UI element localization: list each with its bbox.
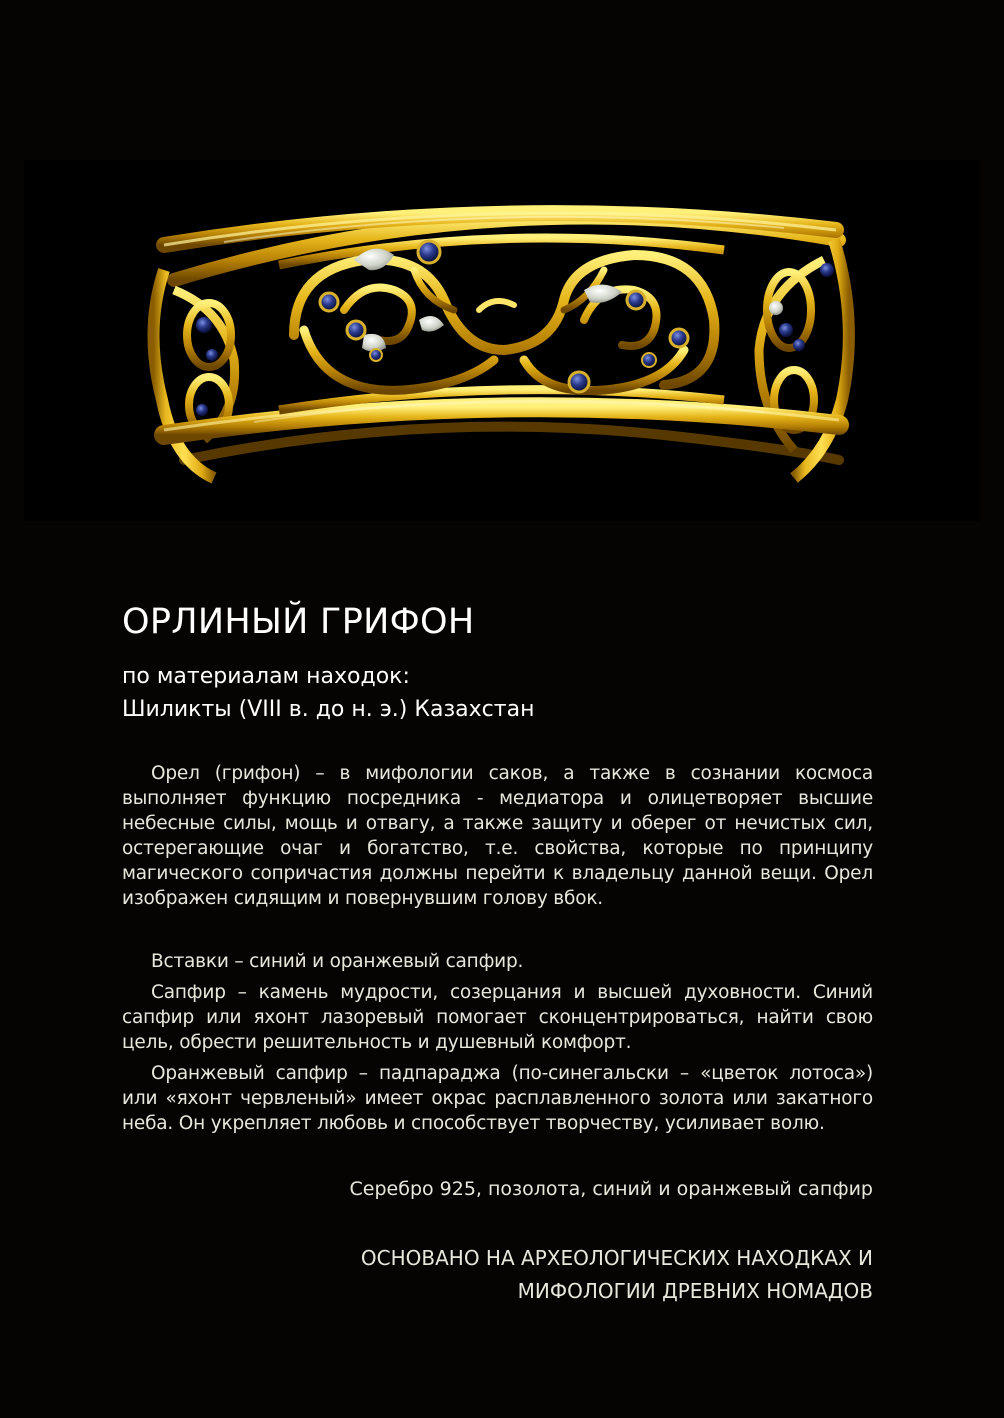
paragraph-inserts: Вставки – синий и оранжевый сапфир. (151, 951, 524, 972)
bracelet-photo (24, 160, 980, 521)
paragraph-griffon: Орел (грифон) – в мифологии саков, а также в сознании космоса выполняет функцию посредника - медиатора и олицетворяет высшие небесные силы, мощь и отвагу, а также защиту и оберег от нечистых сил, остерегающие очаг и богатство, т.е. свойства, которые по принципу магического сопричастия должны перейти к владельцу данной вещи. Орел изображен сидящим и повернувшим голову вбок. (122, 763, 873, 909)
subtitle-source-line: по материалам находок: (122, 664, 410, 689)
footer-line-1: ОСНОВАНО НА АРХЕОЛОГИЧЕСКИХ НАХОДКАХ И (360, 1246, 873, 1270)
subtitle-location-line: Шиликты (VIII в. до н. э.) Казахстан (122, 697, 535, 722)
footer-note (361, 1242, 873, 1308)
description-text (122, 761, 873, 1136)
page-title: ОРЛИНЫЙ ГРИФОН (122, 602, 475, 642)
footer-line-2: МИФОЛОГИИ ДРЕВНИХ НОМАДОВ (517, 1279, 873, 1303)
subtitle (122, 660, 534, 726)
paragraph-sapphire: Сапфир – камень мудрости, созерцания и высшей духовности. Синий сапфир или яхонт лазоревый помогает сконцентрироваться, найти свою цель, обрести решительность и душевный комфорт. (122, 982, 873, 1053)
materials-line: Серебро 925, позолота, синий и оранжевый сапфир (349, 1178, 873, 1200)
paragraph-orange-sapphire: Оранжевый сапфир – падпараджа (по-синегальски – «цветок лотоса») или «яхонт червленый» имеет окрас расплавленного золота или закатного неба. Он укрепляет любовь и способствует творчеству, усиливает волю. (122, 1063, 873, 1134)
gold-bracelet-image (24, 160, 980, 521)
